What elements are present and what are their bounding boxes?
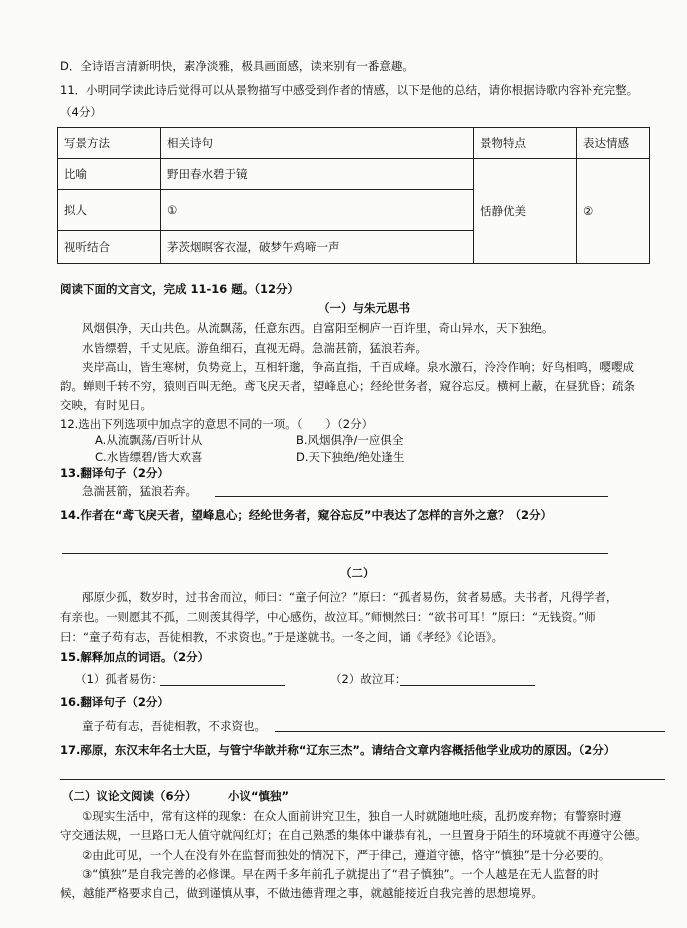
passage-1-line-5: 交映，有时见日。 bbox=[60, 398, 152, 412]
question-13-sentence: 急湍甚箭，猛浪若奔。 bbox=[82, 484, 197, 498]
table-row-1-verse: 野田春水碧于镜 bbox=[161, 159, 474, 190]
question-12-option-c: C.水皆缥碧/皆大欢喜 bbox=[95, 450, 203, 464]
table-header-verse: 相关诗句 bbox=[161, 128, 474, 159]
table-row-3-verse: 茅茨烟暝客衣湿，破梦午鸡啼一声 bbox=[161, 231, 474, 264]
essay-line-4: ③“慎独”是自我完善的必修课。早在两千多年前孔子就提出了“君子慎独”。一个人越是在无人监督的时 bbox=[82, 867, 600, 881]
question-12: 12.选出下列选项中加点字的意思不同的一项。（ ）（2分） bbox=[60, 417, 374, 431]
passage-1-line-4: 韵。蝉则千转不穷，猿则百叫无绝。鸢飞戾天者，望峰息心；经纶世务者，窥谷忘反。横柯上蔽，在昼犹昏；疏条 bbox=[60, 379, 635, 393]
essay-line-3: ②由此可见，一个人在没有外在监督而独处的情况下，严于律己，遵道守德，恪守“慎独”是十分必要的。 bbox=[82, 848, 611, 862]
question-11-score: （4分） bbox=[60, 105, 102, 119]
table-row-2-method: 拟人 bbox=[58, 190, 161, 231]
table-header-method: 写景方法 bbox=[58, 128, 161, 159]
question-16: 16.翻译句子（2分） bbox=[60, 695, 169, 709]
table-row-1-method: 比喻 bbox=[58, 159, 161, 190]
table-row-2-verse: ① bbox=[161, 190, 474, 231]
question-17: 17.邴原，东汉末年名士大臣，与管宁华歆并称“辽东三杰”。请结合文章内容概括他学业成功的原因。（2分） bbox=[60, 743, 616, 757]
poem-analysis-table bbox=[57, 127, 650, 264]
part-1-title: （一）与朱元思书 bbox=[318, 301, 410, 315]
passage-1-line-2: 水皆缥碧，千丈见底。游鱼细石，直视无碍。急湍甚箭，猛浪若奔。 bbox=[82, 341, 427, 355]
question-15-item-2: （2）故泣耳： bbox=[330, 672, 407, 686]
table-emotion-cell: ② bbox=[577, 159, 650, 264]
answer-line-17[interactable] bbox=[60, 779, 665, 780]
question-14: 14.作者在“鸢飞戾天者，望峰息心；经纶世务者，窥谷忘反”中表达了怎样的言外之意？（2分） bbox=[60, 508, 552, 522]
answer-line-15-1[interactable] bbox=[160, 685, 285, 686]
essay-line-1: ①现实生活中，常有这样的现象：在众人面前讲究卫生，独自一人时就随地吐痰，乱扔废弃物；有警察时遵 bbox=[82, 809, 622, 823]
answer-line-13[interactable] bbox=[215, 496, 608, 497]
passage-1-line-1: 风烟俱净，天山共色。从流飘荡，任意东西。自富阳至桐庐一百许里，奇山异水，天下独绝。 bbox=[82, 321, 554, 335]
passage-1-line-3: 夹岸高山，皆生寒树，负势竞上，互相轩邈，争高直指，千百成峰。泉水激石，泠泠作响；好鸟相鸣，嘤嘤成 bbox=[82, 360, 634, 374]
question-12-option-d: D.天下独绝/绝处逢生 bbox=[296, 450, 405, 464]
question-15-item-1: （1）孤者易伤： bbox=[75, 672, 163, 686]
question-12-option-b: B.风烟俱净/一应俱全 bbox=[296, 433, 404, 447]
passage-2-line-3: 曰：“童子苟有志，吾徒相教，不求资也。”于是遂就书。一冬之间，诵《孝经》《论语》。 bbox=[60, 630, 504, 644]
question-12-option-a: A.从流飘荡/百听计从 bbox=[95, 433, 203, 447]
question-11: 11．小明同学读此诗后觉得可以从景物描写中感受到作者的情感，以下是他的总结，请你根据诗歌内容补充完整。 bbox=[60, 83, 639, 97]
essay-section-heading: （二）议论文阅读（6分） bbox=[62, 789, 197, 803]
answer-line-16[interactable] bbox=[275, 731, 665, 732]
part-2-title: （二） bbox=[340, 566, 375, 580]
table-header-feature: 景物特点 bbox=[474, 128, 577, 159]
essay-title: 小议“慎独” bbox=[228, 789, 290, 803]
answer-line-14[interactable] bbox=[62, 553, 608, 554]
essay-line-5: 候，越能严格要求自己，做到谨慎从事，不做违德背理之事，就越能接近自我完善的思想境界。 bbox=[60, 886, 543, 900]
question-16-sentence: 童子苟有志，吾徒相教，不求资也。 bbox=[82, 719, 266, 733]
passage-2-line-1: 邴原少孤，数岁时，过书舍而泣，师曰：“童子何泣？”原曰：“孤者易伤，贫者易感。夫书者，凡得学者， bbox=[82, 590, 618, 604]
table-header-emotion: 表达情感 bbox=[577, 128, 650, 159]
option-d-text: D．全诗语言清新明快，素净淡雅，极具画面感，读来别有一番意趣。 bbox=[60, 59, 414, 73]
answer-line-15-2[interactable] bbox=[400, 685, 535, 686]
table-row-3-method: 视听结合 bbox=[58, 231, 161, 264]
question-15: 15.解释加点的词语。（2分） bbox=[60, 650, 210, 664]
question-13: 13.翻译句子（2分） bbox=[60, 466, 169, 480]
essay-line-2: 守交通法规，一旦路口无人值守就闯红灯；在自己熟悉的集体中谦恭有礼，一旦置身于陌生的环境就不再遵守公德。 bbox=[60, 828, 647, 842]
passage-2-line-2: 有亲也。一则愿其不孤，二则羡其得学，中心感伤，故泣耳。”师恻然曰：“欲书可耳！”原曰：“无钱资。”师 bbox=[60, 610, 596, 624]
reading-intro: 阅读下面的文言文，完成 11-16 题。（12分） bbox=[60, 282, 300, 296]
table-feature-cell: 恬静优美 bbox=[474, 159, 577, 264]
